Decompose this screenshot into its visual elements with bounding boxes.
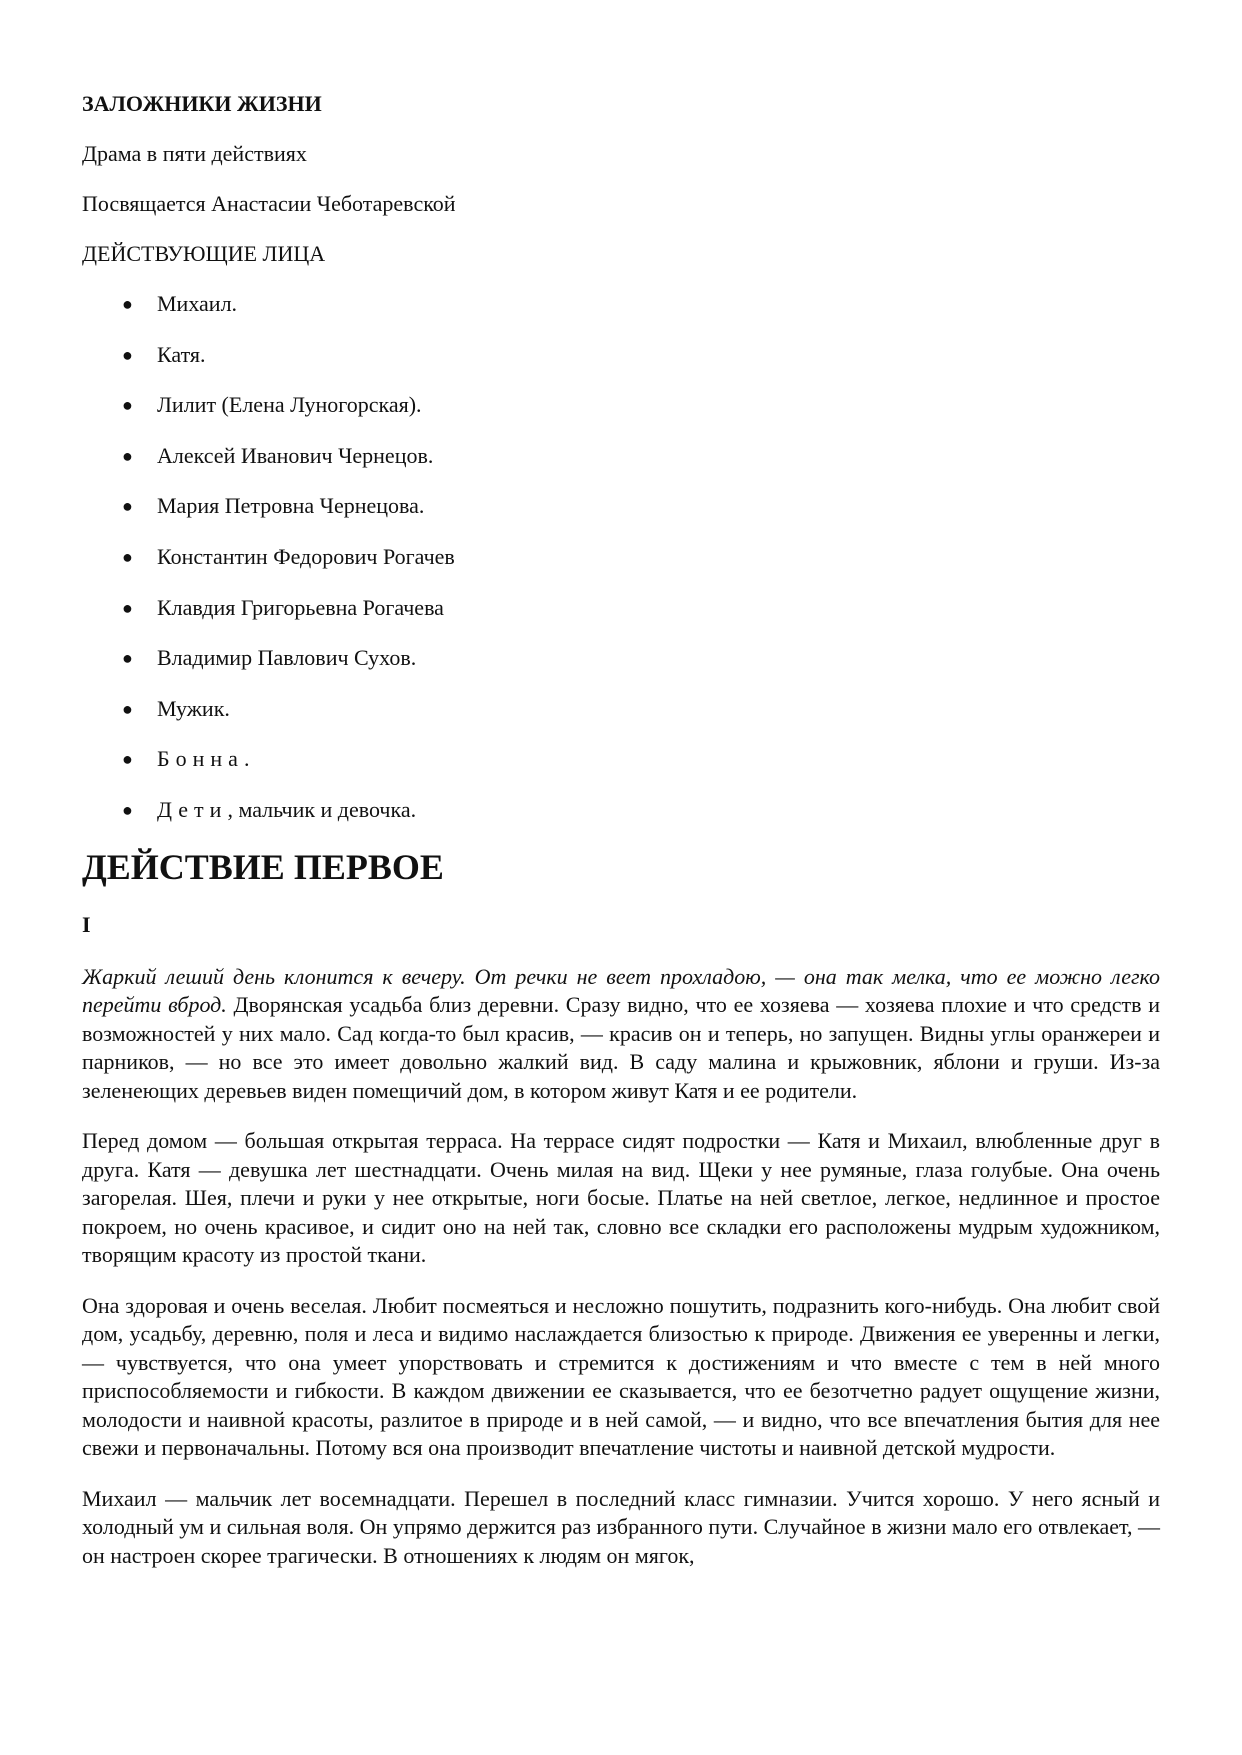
cast-item — [82, 440, 1160, 472]
bullet-icon: ● — [122, 344, 133, 365]
cast-item-tail: , мальчик и девочка. — [227, 796, 417, 822]
description-paragraph: Михаил — мальчик лет восемнадцати. Перешел в последний класс гимназии. Учится хорошо. У него ясный и холодный ум и сильная воля. Он упрямо держится раз избранного пути. Случайное в жизни мало его отвлекает, — он настроен скорее трагически. В отношениях к людям он мягок, — [82, 1485, 1160, 1568]
scene-number: I — [82, 911, 91, 937]
cast-item-children — [82, 794, 1160, 826]
bullet-icon: ● — [122, 395, 133, 416]
bullet-icon: ● — [122, 799, 133, 820]
cast-item — [82, 642, 1160, 674]
cast-item-spaced-label: Бонна — [157, 746, 244, 772]
cast-item-spaced-label: Дети — [157, 796, 228, 822]
cast-heading: ДЕЙСТВУЮЩИЕ ЛИЦА — [82, 241, 326, 266]
cast-item-label: Михаил. — [157, 291, 238, 316]
play-title: ЗАЛОЖНИКИ ЖИЗНИ — [82, 91, 322, 116]
bullet-icon: ● — [122, 597, 133, 618]
cast-item-tail: . — [243, 746, 250, 772]
cast-item-label: Мария Петровна Чернецова. — [157, 493, 425, 519]
bullet-icon: ● — [122, 294, 133, 314]
act-title: ДЕЙСТВИЕ ПЕРВОЕ — [82, 846, 444, 887]
cast-item-label: Клавдия Григорьевна Рогачева — [157, 594, 444, 620]
bullet-icon: ● — [122, 445, 133, 466]
cast-item-label: Константин Федорович Рогачев — [157, 543, 455, 569]
cast-item-label: Владимир Павлович Сухов. — [157, 645, 417, 671]
description-paragraph: Она здоровая и очень веселая. Любит посмеяться и несложно пошутить, подразнить кого-нибудь. Она любит свой дом, усадьбу, деревню, поля и леса и видимо наслаждается близостью к природе. Движения ее уверенны и легки, — чувствуется, что она умеет упорствовать и стремится к достижениям и что вместе с тем в ней много приспособляемости и гибкости. В каждом движении ее сказывается, что ее безотчетно радует ощущение жизни, молодости и наивной красоты, разлитое в природе и в ней самой, — и видно, что все впечатления бытия для нее свежи и первоначальны. Потому вся она производит впечатление чистоты и наивной детской мудрости. — [82, 1292, 1160, 1461]
play-subtitle: Драма в пяти действиях — [82, 141, 307, 166]
bullet-icon: ● — [122, 749, 133, 770]
bullet-icon: ● — [122, 546, 133, 567]
stage-direction-paragraph — [82, 963, 1160, 1106]
cast-item-label: Алексей Иванович Чернецов. — [157, 442, 434, 468]
bullet-icon: ● — [122, 698, 133, 719]
italic-stage-direction: Жаркий леший день клонится к вечеру. От речки не веет прохладою, — она так мелка, что ее можно легко перейти вброд. — [82, 963, 1160, 1018]
cast-item — [82, 592, 1160, 624]
dedication: Посвящается Анастасии Чеботаревской — [82, 191, 456, 216]
document-page — [82, 88, 1160, 1592]
cast-item — [82, 693, 1160, 725]
paragraph-text: Дворянская усадьба близ деревни. Сразу видно, что ее хозяева — хозяева плохие и что средств и возможностей у них мало. Сад когда-то был красив, — красив он и теперь, но запущен. Видны углы оранжереи и парников, — но все это имеет довольно жалкий вид. В саду малина и крыжовник, яблони и груши. Из-за зеленеющих деревьев виден помещичий дом, в котором живут Катя и ее родители. — [82, 992, 1160, 1103]
cast-item-label: Катя. — [157, 341, 206, 367]
cast-item-bonna — [82, 743, 1160, 775]
cast-item-label: Мужик. — [157, 695, 230, 721]
bullet-icon: ● — [122, 496, 133, 517]
cast-item — [82, 288, 1160, 320]
cast-item — [82, 490, 1160, 522]
bullet-icon: ● — [122, 648, 133, 669]
cast-item — [82, 339, 1160, 371]
cast-item — [82, 389, 1160, 421]
cast-item-label: Лилит (Елена Луногорская). — [157, 392, 422, 418]
cast-item — [82, 541, 1160, 573]
cast-list — [82, 288, 1160, 826]
description-paragraph: Перед домом — большая открытая терраса. На террасе сидят подростки — Катя и Михаил, влюбленные друг в друга. Катя — девушка лет шестнадцати. Очень милая на вид. Щеки у нее румяные, глаза голубые. Она очень загорелая. Шея, плечи и руки у нее открытые, ноги босые. Платье на ней светлое, легкое, недлинное и простое покроем, но очень красивое, и сидит оно на ней так, словно все складки его расположены мудрым художником, творящим красоту из простой ткани. — [82, 1128, 1160, 1268]
